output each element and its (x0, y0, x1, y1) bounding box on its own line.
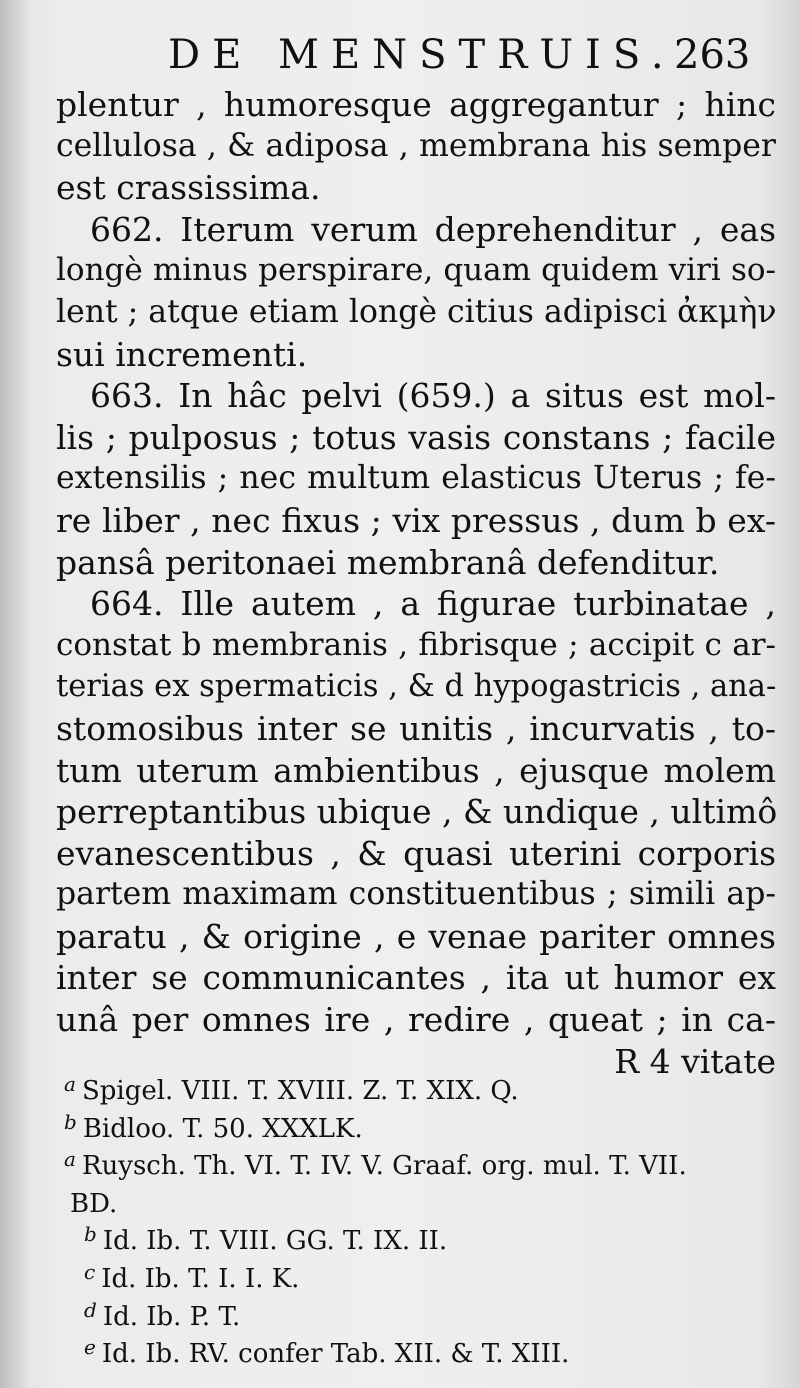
text-line: est crassissima. (56, 168, 321, 208)
paragraph-663-start: 663. In hâc pelvi (659.) a situs est mol- (90, 376, 776, 416)
paragraph-662-start: 662. Iterum verum deprehenditur , eas (90, 209, 776, 249)
footnote-text: Ruysch. Th. VI. T. IV. V. Graaf. org. mul. T. VII. (81, 1151, 687, 1182)
text-line: paratu , & origine , e venae pariter omnes (56, 916, 776, 956)
text-line: longè minus perspirare, quam quidem viri so- (56, 252, 776, 289)
footnote-text: Bidloo. T. 50. XXXLK. (82, 1113, 363, 1144)
footnote-mark: a (64, 1072, 76, 1096)
footnote-mark: b (84, 1222, 97, 1247)
footnote (64, 1104, 784, 1142)
page-header (0, 32, 800, 92)
footnote-text: BD. (70, 1188, 118, 1219)
footnote (64, 1329, 784, 1370)
footnote-text: Id. Ib. RV. confer Tab. XII. & T. XIII. (101, 1339, 570, 1370)
footnote-text: Id. Ib. T. I. I. K. (101, 1263, 300, 1294)
running-title: DE MENSTRUIS. (168, 32, 676, 78)
footnote-mark: e (84, 1335, 96, 1360)
text-line: re liber , nec fixus ; vix pressus , dum b ex- (56, 500, 776, 540)
text-line: unâ per omnes ire , redire , queat ; in ca- (56, 1000, 776, 1040)
footnote-continuation (64, 1179, 784, 1217)
text-line: partem maximam constituentibus ; simili ap- (56, 876, 776, 913)
text-line: inter se communicantes , ita ut humor ex (56, 958, 776, 998)
signature-and-catchword: R 4 vitate (614, 1041, 776, 1081)
footnote-mark: a (64, 1147, 76, 1172)
text-line: constat b membranis , fibrisque ; accipit c ar- (56, 626, 776, 663)
text-line: lis ; pulposus ; totus vasis constans ; facile (56, 417, 776, 457)
body-text (56, 84, 776, 1082)
text-line: extensilis ; nec multum elasticus Uterus ; fe- (56, 460, 776, 497)
text-line: plentur , humoresque aggregantur ; hinc (56, 85, 776, 124)
paragraph-664-start: 664. Ille autem , a figurae turbinatae , (90, 584, 776, 624)
text-line: terias ex spermaticis , & d hypogastricis , ana- (56, 669, 777, 705)
footnote-text: Id. Ib. T. VIII. GG. T. IX. II. (102, 1226, 448, 1257)
text-line: lent ; atque etiam longè citius adipisci ἀκμὴν (56, 293, 777, 330)
footnote-mark: b (64, 1109, 77, 1134)
footnote-mark: d (84, 1297, 97, 1322)
text-line: sui incrementi. (56, 334, 308, 374)
footnote (64, 1254, 784, 1292)
footnotes (64, 1066, 784, 1370)
text-line: evanescentibus , & quasi uterini corporis (56, 833, 776, 873)
page-number: 263 (674, 32, 751, 78)
footnote (64, 1292, 784, 1330)
footnote-mark: c (84, 1259, 96, 1284)
footnote-text: Id. Ib. P. T. (102, 1301, 241, 1332)
footnote (64, 1216, 784, 1257)
text-line: perreptantibus ubique , & undique , ultimô (56, 792, 778, 832)
text-line: cellulosa , & adiposa , membrana his semper (56, 127, 776, 164)
footnote-text: Spigel. VIII. T. XVIII. Z. T. XIX. Q. (81, 1076, 519, 1106)
footnote (64, 1066, 784, 1104)
text-line: stomosibus inter se unitis , incurvatis , to- (56, 708, 776, 748)
footnote (64, 1141, 784, 1182)
text-line: tum uterum ambientibus , ejusque molem (56, 750, 776, 790)
text-line: pansâ peritonaei membranâ defenditur. (56, 542, 720, 582)
